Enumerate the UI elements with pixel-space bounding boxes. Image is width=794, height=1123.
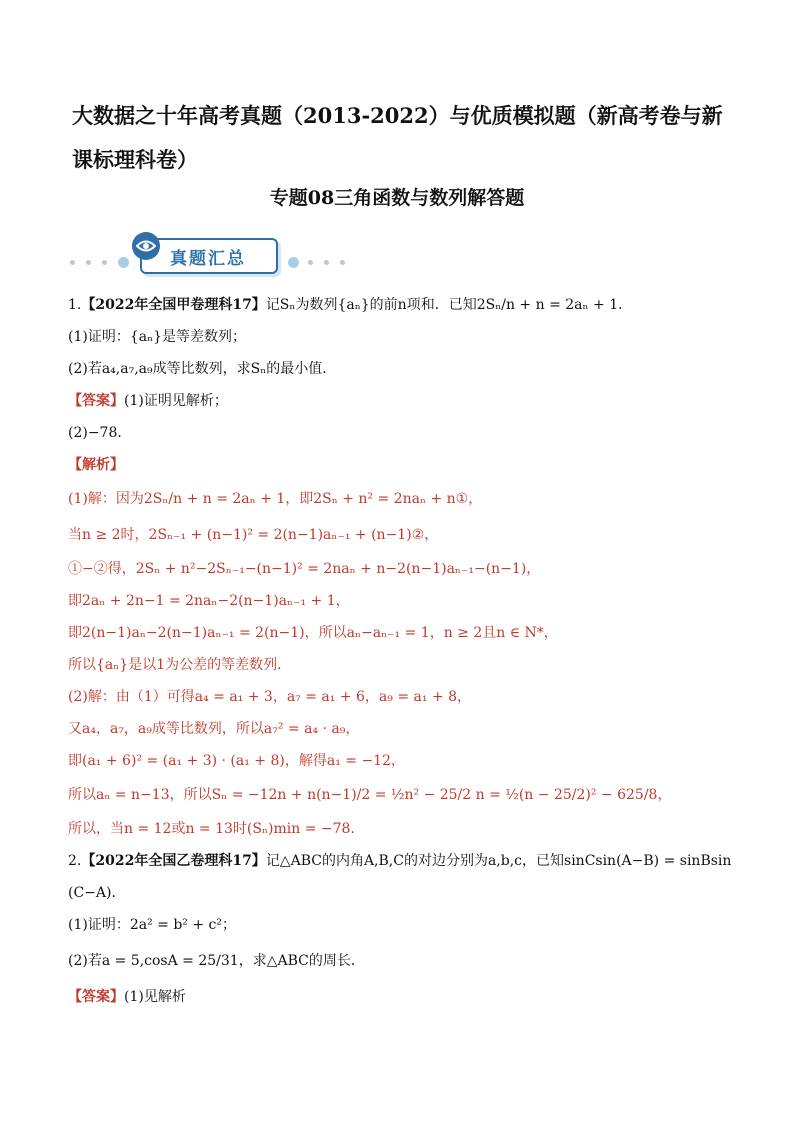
solution-line: 当n ≥ 2时，2Sₙ₋₁ + (n−1)² = 2(n−1)aₙ₋₁ + (n−1)②， xyxy=(68,527,439,543)
section-subtitle: 专题08三角函数与数列解答题 xyxy=(269,187,525,209)
problem-2-answer xyxy=(68,986,744,1008)
decor-dot xyxy=(308,260,313,265)
problem-source: 【2022年全国乙卷理科17】 xyxy=(81,853,266,869)
problem-stem: 记△ABC的内角A,B,C的对边分别为a,b,c，已知sinCsin(A−B) = sinBsin xyxy=(265,853,732,869)
answer-line-2: (2)−78． xyxy=(68,425,132,441)
solution-line: 即(a₁ + 6)² = (a₁ + 3) · (a₁ + 8)，解得a₁ = −12， xyxy=(68,753,405,769)
solution-line: 即2aₙ + 2n−1 = 2naₙ−2(n−1)aₙ₋₁ + 1， xyxy=(68,593,350,609)
problem-2-stem-cont: (C−A)． xyxy=(68,885,126,901)
problem-2-part-1: (1)证明：2a² = b² + c²； xyxy=(68,917,236,933)
solution-line: 即2(n−1)aₙ−2(n−1)aₙ₋₁ = 2(n−1)，所以aₙ−aₙ₋₁ = 1，n ≥ 2且n ∈ N*， xyxy=(68,625,558,641)
solution-line: 所以，当n = 12或n = 13时(Sₙ)min = −78． xyxy=(68,821,365,837)
decor-dot xyxy=(86,260,91,265)
analysis-label: 【解析】 xyxy=(68,457,124,473)
decor-dot xyxy=(118,257,129,268)
answer-label: 【答案】 xyxy=(68,393,124,409)
solution-line: (2)解：由（1）可得a₄ = a₁ + 3，a₇ = a₁ + 6，a₉ = a₁ + 8， xyxy=(68,689,471,705)
answer-text: (1)见解析 xyxy=(124,989,186,1005)
section-banner xyxy=(66,230,366,274)
problem-2-stem xyxy=(68,850,744,872)
problem-source: 【2022年全国甲卷理科17】 xyxy=(81,297,266,313)
banner-label: 真题汇总 xyxy=(170,249,246,269)
problem-1-part-2: (2)若a₄,a₇,a₉成等比数列，求Sₙ的最小值． xyxy=(68,361,337,377)
solution-line: ①−②得，2Sₙ + n²−2Sₙ₋₁−(n−1)² = 2naₙ + n−2(n−1)aₙ₋₁−(n−1)， xyxy=(68,561,541,577)
banner-box xyxy=(140,238,278,274)
eye-icon xyxy=(132,232,160,260)
solution-line: (1)解：因为2Sₙ/n + n = 2aₙ + 1，即2Sₙ + n² = 2naₙ + n①， xyxy=(68,491,483,507)
decor-dot xyxy=(324,260,329,265)
document-title: 大数据之十年高考真题（2013-2022）与优质模拟题（新高考卷与新课标理科卷） xyxy=(72,103,723,172)
analysis-header xyxy=(68,454,744,476)
decor-dot xyxy=(288,257,299,268)
problem-1-stem xyxy=(68,294,744,316)
solution-line: 又a₄，a₇，a₉成等比数列，所以a₇² = a₄ · a₉， xyxy=(68,721,360,737)
problem-number: 1. xyxy=(68,297,82,313)
answer-line-1 xyxy=(68,390,744,412)
problem-number: 2. xyxy=(68,853,82,869)
solution-line: 所以{aₙ}是以1为公差的等差数列． xyxy=(68,657,292,673)
decor-dot xyxy=(102,260,107,265)
problem-stem: 记Sₙ为数列{aₙ}的前n项和．已知2Sₙ/n + n = 2aₙ + 1． xyxy=(265,297,633,313)
problem-2-part-2: (2)若a = 5,cosA = 25/31，求△ABC的周长． xyxy=(68,953,365,969)
answer-label: 【答案】 xyxy=(68,989,124,1005)
solution-line: 所以aₙ = n−13，所以Sₙ = −12n + n(n−1)/2 = ½n² − 25/2 n = ½(n − 25/2)² − 625/8， xyxy=(68,787,672,803)
decor-dot xyxy=(70,260,75,265)
answer-text: (1)证明见解析； xyxy=(124,393,228,409)
decor-dot xyxy=(340,260,345,265)
problem-1-part-1: (1)证明：{aₙ}是等差数列； xyxy=(68,329,247,345)
